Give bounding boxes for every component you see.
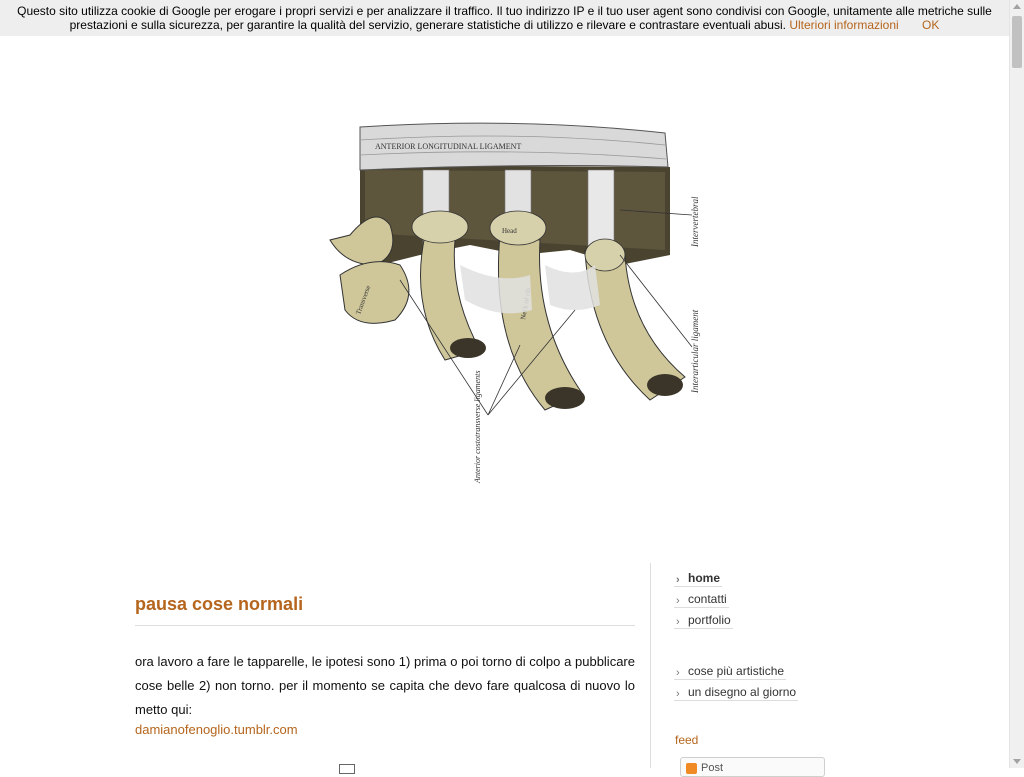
- sidebar-item-cose-piu-artistiche[interactable]: [674, 663, 786, 680]
- header-illustration: [320, 115, 720, 490]
- feed-label: Post: [701, 762, 724, 774]
- interarticular-label: Interarticular ligament: [690, 309, 700, 393]
- transverse-label: Transverse: [354, 284, 373, 316]
- post-share-icon[interactable]: [339, 764, 355, 774]
- post-tumblr-link[interactable]: damianofenoglio.tumblr.com: [135, 722, 298, 737]
- head-label: Head: [502, 227, 517, 235]
- sidebar-item-contatti[interactable]: [674, 591, 729, 608]
- post-body: ora lavoro a fare le tapparelle, le ipotesi sono 1) prima o poi torno di colpo a pubblicare cose belle 2) non torno. per il momento se capita che devo fare qualcosa di nuovo lo metto qui:: [135, 654, 635, 717]
- feed-heading: feed: [675, 733, 699, 747]
- feed-subscribe-button[interactable]: [680, 757, 825, 777]
- rss-icon: [686, 763, 697, 774]
- sidebar-item-label: contatti: [688, 592, 727, 606]
- sidebar-item-label: portfolio: [688, 613, 731, 627]
- sidebar-item-label: un disegno al giorno: [688, 685, 797, 699]
- costotransverse-label: Anterior costotransverse ligaments: [473, 370, 482, 483]
- column-divider: [650, 563, 651, 768]
- sidebar-item-un-disegno-al-giorno[interactable]: [674, 684, 798, 701]
- cookie-consent-bar: [0, 0, 1009, 36]
- scroll-up-arrow-icon[interactable]: [1013, 4, 1021, 9]
- cookie-more-info-link[interactable]: Ulteriori informazioni: [789, 18, 899, 32]
- sidebar-item-label: cose più artistiche: [688, 664, 785, 678]
- chevron-right-icon: ›: [676, 667, 680, 679]
- scrollbar-thumb[interactable]: [1012, 16, 1022, 68]
- cookie-message-line1: Questo sito utilizza cookie di Google per erogare i propri servizi e per analizzare il traffico. Il tuo indirizzo IP e il tuo user agent sono condivisi con Google, unitamente alle metriche sulle: [17, 4, 992, 18]
- chevron-right-icon: ›: [676, 688, 680, 700]
- cookie-ok-button[interactable]: OK: [922, 18, 940, 32]
- post-title[interactable]: pausa cose normali: [135, 594, 635, 626]
- vertical-scrollbar[interactable]: [1009, 0, 1024, 768]
- scroll-down-arrow-icon[interactable]: [1013, 759, 1021, 764]
- chevron-right-icon: ›: [676, 574, 680, 586]
- top-band-label: ANTERIOR LONGITUDINAL LIGAMENT: [375, 142, 522, 151]
- sidebar-item-portfolio[interactable]: [674, 612, 733, 629]
- sidebar-item-home[interactable]: [674, 570, 722, 587]
- intervertebral-label: Intervertebral: [690, 196, 700, 247]
- cookie-message-line2: prestazioni e sulla sicurezza, per garantire la qualità del servizio, generare statistiche di utilizzo e rilevare e contrastare eventuali abusi.: [69, 18, 786, 32]
- chevron-right-icon: ›: [676, 595, 680, 607]
- chevron-right-icon: ›: [676, 616, 680, 628]
- sidebar-item-label: home: [688, 571, 721, 585]
